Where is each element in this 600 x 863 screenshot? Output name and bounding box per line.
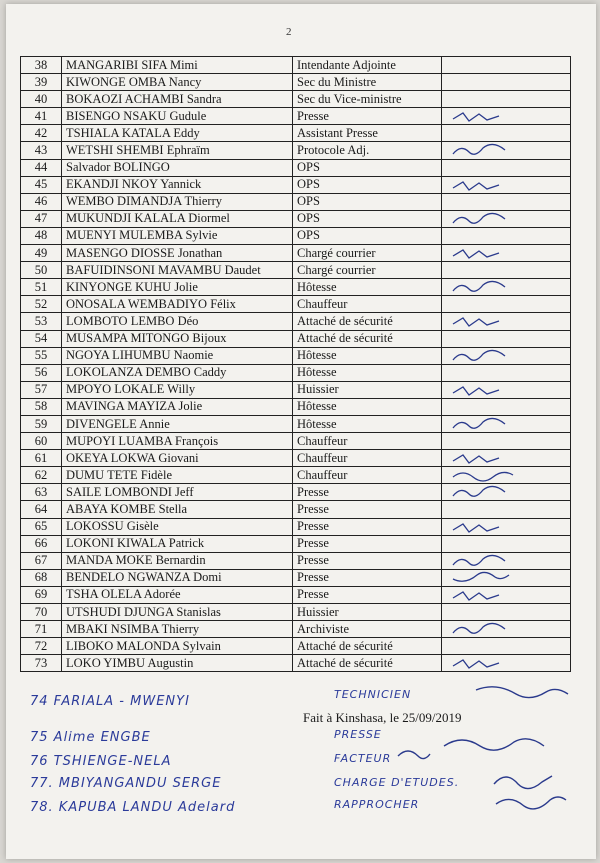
row-number: 40 bbox=[21, 91, 62, 108]
signature-scribble bbox=[448, 451, 548, 465]
person-name: MASENGO DIOSSE Jonathan bbox=[62, 245, 293, 262]
closing-line: Fait à Kinshasa, le 25/09/2019 bbox=[303, 710, 462, 725]
table-row bbox=[21, 330, 571, 347]
person-name: MUKUNDJI KALALA Diormel bbox=[62, 210, 293, 227]
handwritten-name: 74 FARIALA - MWENYI bbox=[30, 694, 190, 709]
row-number: 47 bbox=[21, 210, 62, 227]
table-row bbox=[21, 535, 571, 552]
signature-cell bbox=[442, 364, 571, 381]
person-role: Chauffeur bbox=[293, 433, 442, 450]
signature-scribble bbox=[448, 383, 548, 397]
table-row bbox=[21, 159, 571, 176]
signature-scribble bbox=[448, 143, 548, 157]
row-number: 45 bbox=[21, 176, 62, 193]
person-role: Huissier bbox=[293, 604, 442, 621]
person-name: BENDELO NGWANZA Domi bbox=[62, 569, 293, 586]
person-name: KINYONGE KUHU Jolie bbox=[62, 279, 293, 296]
signature-cell bbox=[442, 467, 571, 484]
signature-scribble bbox=[448, 656, 548, 670]
table-row bbox=[21, 450, 571, 467]
table-row bbox=[21, 279, 571, 296]
signature-cell bbox=[442, 210, 571, 227]
person-name: Salvador BOLINGO bbox=[62, 159, 293, 176]
person-role: Presse bbox=[293, 552, 442, 569]
person-name: TSHIALA KATALA Eddy bbox=[62, 125, 293, 142]
person-name: MANGARIBI SIFA Mimi bbox=[62, 57, 293, 74]
person-name: LOKO YIMBU Augustin bbox=[62, 655, 293, 672]
person-role: Chargé courrier bbox=[293, 245, 442, 262]
table-row bbox=[21, 176, 571, 193]
signature-scribble bbox=[448, 349, 548, 363]
person-role: Presse bbox=[293, 586, 442, 603]
table-row bbox=[21, 467, 571, 484]
row-number: 51 bbox=[21, 279, 62, 296]
person-role: Chargé courrier bbox=[293, 262, 442, 279]
signature-cell bbox=[442, 176, 571, 193]
person-role: Intendante Adjointe bbox=[293, 57, 442, 74]
row-number: 44 bbox=[21, 159, 62, 176]
table-row bbox=[21, 621, 571, 638]
signature-cell bbox=[442, 604, 571, 621]
attendance-table bbox=[20, 56, 571, 672]
table-row bbox=[21, 91, 571, 108]
handwritten-role: FACTEUR bbox=[334, 752, 392, 765]
signature-cell bbox=[442, 74, 571, 91]
row-number: 63 bbox=[21, 484, 62, 501]
person-role: Presse bbox=[293, 108, 442, 125]
table-row bbox=[21, 484, 571, 501]
person-role: Archiviste bbox=[293, 621, 442, 638]
row-number: 46 bbox=[21, 193, 62, 210]
person-name: MUENYI MULEMBA Sylvie bbox=[62, 227, 293, 244]
person-name: MBAKI NSIMBA Thierry bbox=[62, 621, 293, 638]
person-role: Chauffeur bbox=[293, 296, 442, 313]
signature-scribble bbox=[448, 280, 548, 294]
person-name: BOKAOZI ACHAMBI Sandra bbox=[62, 91, 293, 108]
table-row bbox=[21, 57, 571, 74]
person-role: OPS bbox=[293, 159, 442, 176]
signature-cell bbox=[442, 262, 571, 279]
signature-cell bbox=[442, 142, 571, 159]
signature-scribble bbox=[448, 588, 548, 602]
signature-scribble bbox=[448, 571, 548, 585]
handwritten-name: 77. MBIYANGANDU SERGE bbox=[30, 776, 222, 791]
signature-scribble bbox=[448, 417, 548, 431]
signature-cell bbox=[442, 586, 571, 603]
person-name: BAFUIDINSONI MAVAMBU Daudet bbox=[62, 262, 293, 279]
person-name: MUPOYI LUAMBA François bbox=[62, 433, 293, 450]
table-row bbox=[21, 518, 571, 535]
row-number: 38 bbox=[21, 57, 62, 74]
signature-cell bbox=[442, 245, 571, 262]
person-name: NGOYA LIHUMBU Naomie bbox=[62, 347, 293, 364]
signature-scribble bbox=[448, 520, 548, 534]
person-name: WEMBO DIMANDJA Thierry bbox=[62, 193, 293, 210]
signature-cell bbox=[442, 484, 571, 501]
row-number: 55 bbox=[21, 347, 62, 364]
person-role: Presse bbox=[293, 484, 442, 501]
handwritten-name: 75 Alime ENGBE bbox=[30, 730, 151, 745]
person-name: LOKONI KIWALA Patrick bbox=[62, 535, 293, 552]
person-name: SAILE LOMBONDI Jeff bbox=[62, 484, 293, 501]
person-role: OPS bbox=[293, 227, 442, 244]
table-row bbox=[21, 245, 571, 262]
table-row bbox=[21, 347, 571, 364]
row-number: 52 bbox=[21, 296, 62, 313]
table-row bbox=[21, 313, 571, 330]
row-number: 61 bbox=[21, 450, 62, 467]
signature-cell bbox=[442, 655, 571, 672]
person-role: Chauffeur bbox=[293, 450, 442, 467]
row-number: 43 bbox=[21, 142, 62, 159]
signature-cell bbox=[442, 621, 571, 638]
signature-cell bbox=[442, 57, 571, 74]
signature-scribble bbox=[448, 485, 548, 499]
row-number: 65 bbox=[21, 518, 62, 535]
table-row bbox=[21, 193, 571, 210]
table-row bbox=[21, 586, 571, 603]
row-number: 62 bbox=[21, 467, 62, 484]
person-role: Hôtesse bbox=[293, 398, 442, 415]
person-role: Presse bbox=[293, 535, 442, 552]
table-row bbox=[21, 569, 571, 586]
row-number: 73 bbox=[21, 655, 62, 672]
person-role: Hôtesse bbox=[293, 415, 442, 432]
table-row bbox=[21, 142, 571, 159]
handwritten-role: TECHNICIEN bbox=[334, 688, 412, 701]
signature-cell bbox=[442, 125, 571, 142]
table-row bbox=[21, 433, 571, 450]
signature-cell bbox=[442, 381, 571, 398]
handwritten-name: 76 TSHIENGE-NELA bbox=[30, 754, 172, 769]
person-role: Attaché de sécurité bbox=[293, 655, 442, 672]
signature-cell bbox=[442, 638, 571, 655]
row-number: 54 bbox=[21, 330, 62, 347]
attendance-table-body bbox=[21, 57, 571, 672]
person-name: EKANDJI NKOY Yannick bbox=[62, 176, 293, 193]
row-number: 69 bbox=[21, 586, 62, 603]
signature-cell bbox=[442, 518, 571, 535]
signature-cell bbox=[442, 552, 571, 569]
handwritten-role: RAPPROCHER bbox=[334, 798, 420, 811]
person-role: Attaché de sécurité bbox=[293, 330, 442, 347]
person-role: Attaché de sécurité bbox=[293, 313, 442, 330]
person-role: OPS bbox=[293, 210, 442, 227]
person-name: TSHA OLELA Adorée bbox=[62, 586, 293, 603]
row-number: 58 bbox=[21, 398, 62, 415]
person-role: Hôtesse bbox=[293, 364, 442, 381]
person-name: DIVENGELE Annie bbox=[62, 415, 293, 432]
table-row bbox=[21, 364, 571, 381]
signature-cell bbox=[442, 91, 571, 108]
person-role: Presse bbox=[293, 501, 442, 518]
row-number: 48 bbox=[21, 227, 62, 244]
table-row bbox=[21, 398, 571, 415]
person-role: Sec du Vice-ministre bbox=[293, 91, 442, 108]
signature-scribble bbox=[448, 468, 548, 482]
row-number: 56 bbox=[21, 364, 62, 381]
signature-scribble bbox=[448, 246, 548, 260]
table-row bbox=[21, 74, 571, 91]
signature-cell bbox=[442, 313, 571, 330]
person-name: DUMU TETE Fidèle bbox=[62, 467, 293, 484]
signature-scribble bbox=[448, 622, 548, 636]
person-name: ABAYA KOMBE Stella bbox=[62, 501, 293, 518]
person-role: Presse bbox=[293, 569, 442, 586]
row-number: 71 bbox=[21, 621, 62, 638]
row-number: 60 bbox=[21, 433, 62, 450]
person-role: Chauffeur bbox=[293, 467, 442, 484]
row-number: 64 bbox=[21, 501, 62, 518]
table-row bbox=[21, 381, 571, 398]
person-name: BISENGO NSAKU Gudule bbox=[62, 108, 293, 125]
table-row bbox=[21, 552, 571, 569]
signature-scribble bbox=[448, 109, 548, 123]
signature-cell bbox=[442, 501, 571, 518]
person-name: KIWONGE OMBA Nancy bbox=[62, 74, 293, 91]
row-number: 72 bbox=[21, 638, 62, 655]
person-role: Huissier bbox=[293, 381, 442, 398]
row-number: 53 bbox=[21, 313, 62, 330]
table-row bbox=[21, 604, 571, 621]
row-number: 50 bbox=[21, 262, 62, 279]
person-role: Hôtesse bbox=[293, 279, 442, 296]
table-row bbox=[21, 415, 571, 432]
signature-cell bbox=[442, 227, 571, 244]
signature-scribble bbox=[448, 314, 548, 328]
signature-cell bbox=[442, 279, 571, 296]
person-name: MUSAMPA MITONGO Bijoux bbox=[62, 330, 293, 347]
signature-cell bbox=[442, 535, 571, 552]
person-role: Attaché de sécurité bbox=[293, 638, 442, 655]
row-number: 67 bbox=[21, 552, 62, 569]
signature-scribble bbox=[448, 212, 548, 226]
person-role: Hôtesse bbox=[293, 347, 442, 364]
row-number: 39 bbox=[21, 74, 62, 91]
person-role: OPS bbox=[293, 176, 442, 193]
document-page bbox=[6, 4, 596, 859]
signature-scribble bbox=[448, 178, 548, 192]
person-name: UTSHUDI DJUNGA Stanislas bbox=[62, 604, 293, 621]
table-row bbox=[21, 227, 571, 244]
signature-scribble bbox=[448, 554, 548, 568]
person-name: ONOSALA WEMBADIYO Félix bbox=[62, 296, 293, 313]
signature-cell bbox=[442, 296, 571, 313]
signature-cell bbox=[442, 193, 571, 210]
signature-cell bbox=[442, 108, 571, 125]
handwritten-role: CHARGE D'ETUDES. bbox=[334, 776, 460, 789]
signature-cell bbox=[442, 415, 571, 432]
signature-cell bbox=[442, 398, 571, 415]
row-number: 66 bbox=[21, 535, 62, 552]
row-number: 41 bbox=[21, 108, 62, 125]
person-name: LOKOSSU Gisèle bbox=[62, 518, 293, 535]
row-number: 49 bbox=[21, 245, 62, 262]
handwritten-role: PRESSE bbox=[334, 728, 382, 741]
table-row bbox=[21, 108, 571, 125]
signature-cell bbox=[442, 159, 571, 176]
table-row bbox=[21, 262, 571, 279]
person-name: LOMBOTO LEMBO Déo bbox=[62, 313, 293, 330]
person-name: MANDA MOKE Bernardin bbox=[62, 552, 293, 569]
person-name: LIBOKO MALONDA Sylvain bbox=[62, 638, 293, 655]
table-row bbox=[21, 501, 571, 518]
signature-cell bbox=[442, 433, 571, 450]
row-number: 42 bbox=[21, 125, 62, 142]
table-row bbox=[21, 125, 571, 142]
person-role: Protocole Adj. bbox=[293, 142, 442, 159]
row-number: 70 bbox=[21, 604, 62, 621]
person-role: Presse bbox=[293, 518, 442, 535]
handwritten-name: 78. KAPUBA LANDU Adelard bbox=[30, 800, 236, 815]
table-row bbox=[21, 296, 571, 313]
signature-cell bbox=[442, 569, 571, 586]
row-number: 59 bbox=[21, 415, 62, 432]
signature-cell bbox=[442, 450, 571, 467]
person-role: OPS bbox=[293, 193, 442, 210]
person-name: WETSHI SHEMBI Ephraïm bbox=[62, 142, 293, 159]
person-role: Sec du Ministre bbox=[293, 74, 442, 91]
person-name: OKEYA LOKWA Giovani bbox=[62, 450, 293, 467]
person-name: MPOYO LOKALE Willy bbox=[62, 381, 293, 398]
signature-cell bbox=[442, 330, 571, 347]
person-name: MAVINGA MAYIZA Jolie bbox=[62, 398, 293, 415]
table-row bbox=[21, 655, 571, 672]
table-row bbox=[21, 638, 571, 655]
page-number: 2 bbox=[286, 26, 292, 38]
person-name: LOKOLANZA DEMBO Caddy bbox=[62, 364, 293, 381]
row-number: 57 bbox=[21, 381, 62, 398]
person-role: Assistant Presse bbox=[293, 125, 442, 142]
signature-cell bbox=[442, 347, 571, 364]
table-row bbox=[21, 210, 571, 227]
row-number: 68 bbox=[21, 569, 62, 586]
